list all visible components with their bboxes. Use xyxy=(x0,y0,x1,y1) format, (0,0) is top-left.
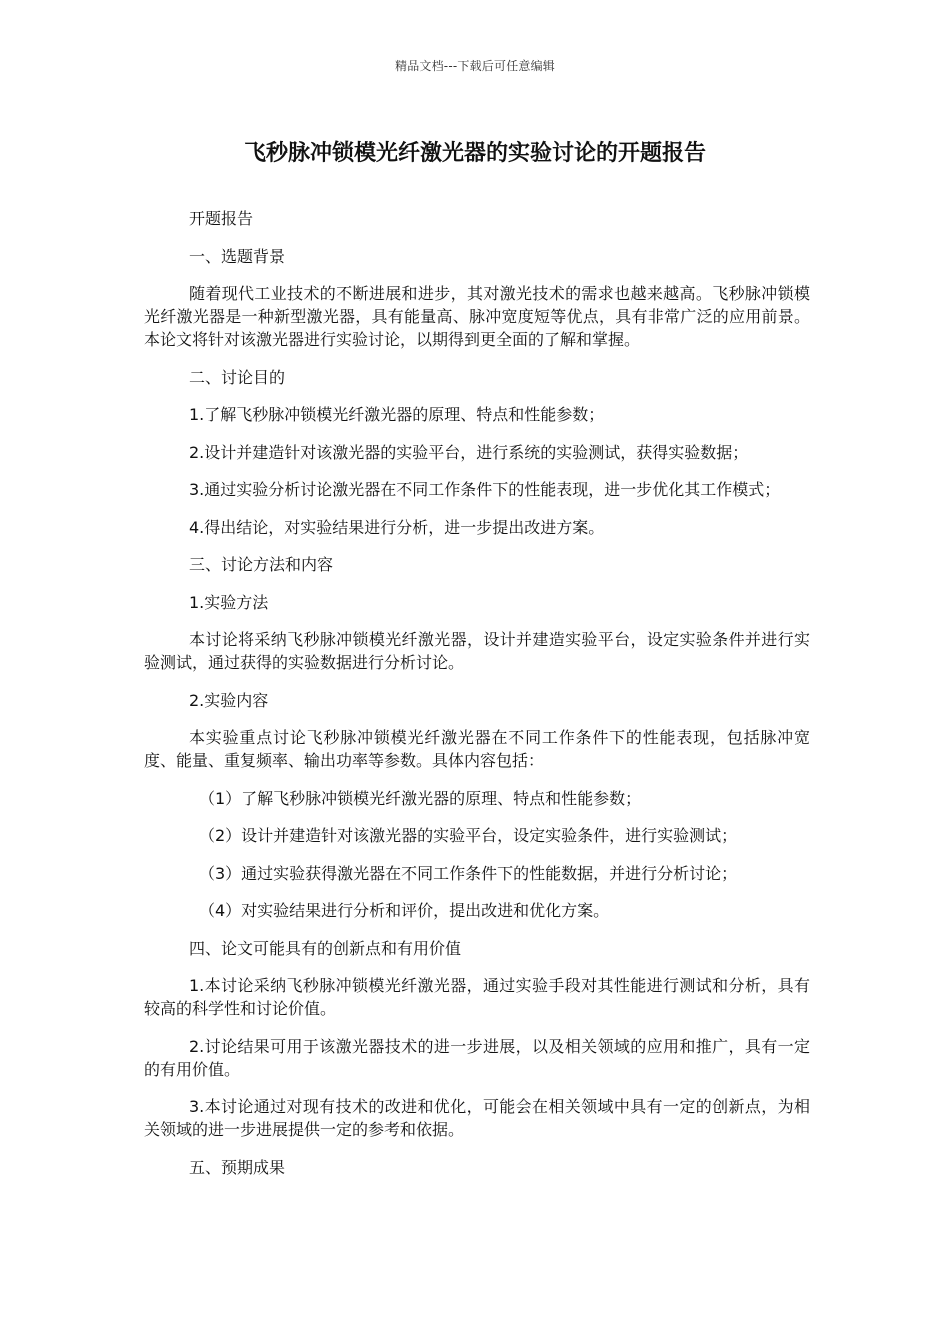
content-item-1: （1）了解飞秒脉冲锁模光纤激光器的原理、特点和性能参数； xyxy=(199,788,642,808)
content-item-4: （4）对实验结果进行分析和评价，提出改进和优化方案。 xyxy=(199,901,610,920)
paragraph-background: 随着现代工业技术的不断进展和进步，其对激光技术的需求也越来越高。飞秒脉冲锁模光纤激光器是一种新型激光器，具有能量高、脉冲宽度短等优点，具有非常广泛的应用前景。本论文将针对该激光器进行实验讨论，以期得到更全面的了解和掌握。 xyxy=(144,284,810,349)
content-item-2: （2）设计并建造针对该激光器的实验平台，设定实验条件，进行实验测试； xyxy=(199,826,738,845)
purpose-item-1: 1.了解飞秒脉冲锁模光纤激光器的原理、特点和性能参数； xyxy=(189,405,605,424)
innovation-item-2: 2.讨论结果可用于该激光器技术的进一步进展，以及相关领域的应用和推广，具有一定的有用价值。 xyxy=(144,1036,810,1079)
purpose-item-2: 2.设计并建造针对该激光器的实验平台，进行系统的实验测试，获得实验数据； xyxy=(189,442,749,462)
section-heading-background: 一、选题背景 xyxy=(189,246,286,266)
paragraph-report-label: 开题报告 xyxy=(189,209,254,228)
section-heading-methods: 三、讨论方法和内容 xyxy=(189,555,334,574)
purpose-item-4: 4.得出结论，对实验结果进行分析，进一步提出改进方案。 xyxy=(189,517,605,537)
paragraph-experiment-content: 本实验重点讨论飞秒脉冲锁模光纤激光器在不同工作条件下的性能表现，包括脉冲宽度、能量、重复频率、输出功率等参数。具体内容包括： xyxy=(144,728,810,770)
section-heading-purpose: 二、讨论目的 xyxy=(189,367,286,387)
header-note: 精品文档---下载后可任意编辑 xyxy=(395,59,555,73)
document-body xyxy=(144,207,810,1193)
subheading-experiment-content: 2.实验内容 xyxy=(189,690,269,710)
innovation-item-3: 3.本讨论通过对现有技术的改进和优化，可能会在相关领域中具有一定的创新点，为相关领域的进一步进展提供一定的参考和依据。 xyxy=(144,1097,810,1139)
paragraph-experiment-method: 本讨论将采纳飞秒脉冲锁模光纤激光器，设计并建造实验平台，设定实验条件并进行实验测试，通过获得的实验数据进行分析讨论。 xyxy=(144,630,810,672)
innovation-item-1: 1.本讨论采纳飞秒脉冲锁模光纤激光器，通过实验手段对其性能进行测试和分析，具有较高的科学性和讨论价值。 xyxy=(144,976,810,1018)
document-title: 飞秒脉冲锁模光纤激光器的实验讨论的开题报告 xyxy=(243,141,706,166)
section-heading-expected-results: 五、预期成果 xyxy=(189,1157,286,1177)
subheading-experiment-method: 1.实验方法 xyxy=(189,592,269,612)
purpose-item-3: 3.通过实验分析讨论激光器在不同工作条件下的性能表现，进一步优化其工作模式； xyxy=(189,480,781,499)
section-heading-innovation: 四、论文可能具有的创新点和有用价值 xyxy=(189,938,462,958)
content-item-3: （3）通过实验获得激光器在不同工作条件下的性能数据，并进行分析讨论； xyxy=(199,863,738,883)
